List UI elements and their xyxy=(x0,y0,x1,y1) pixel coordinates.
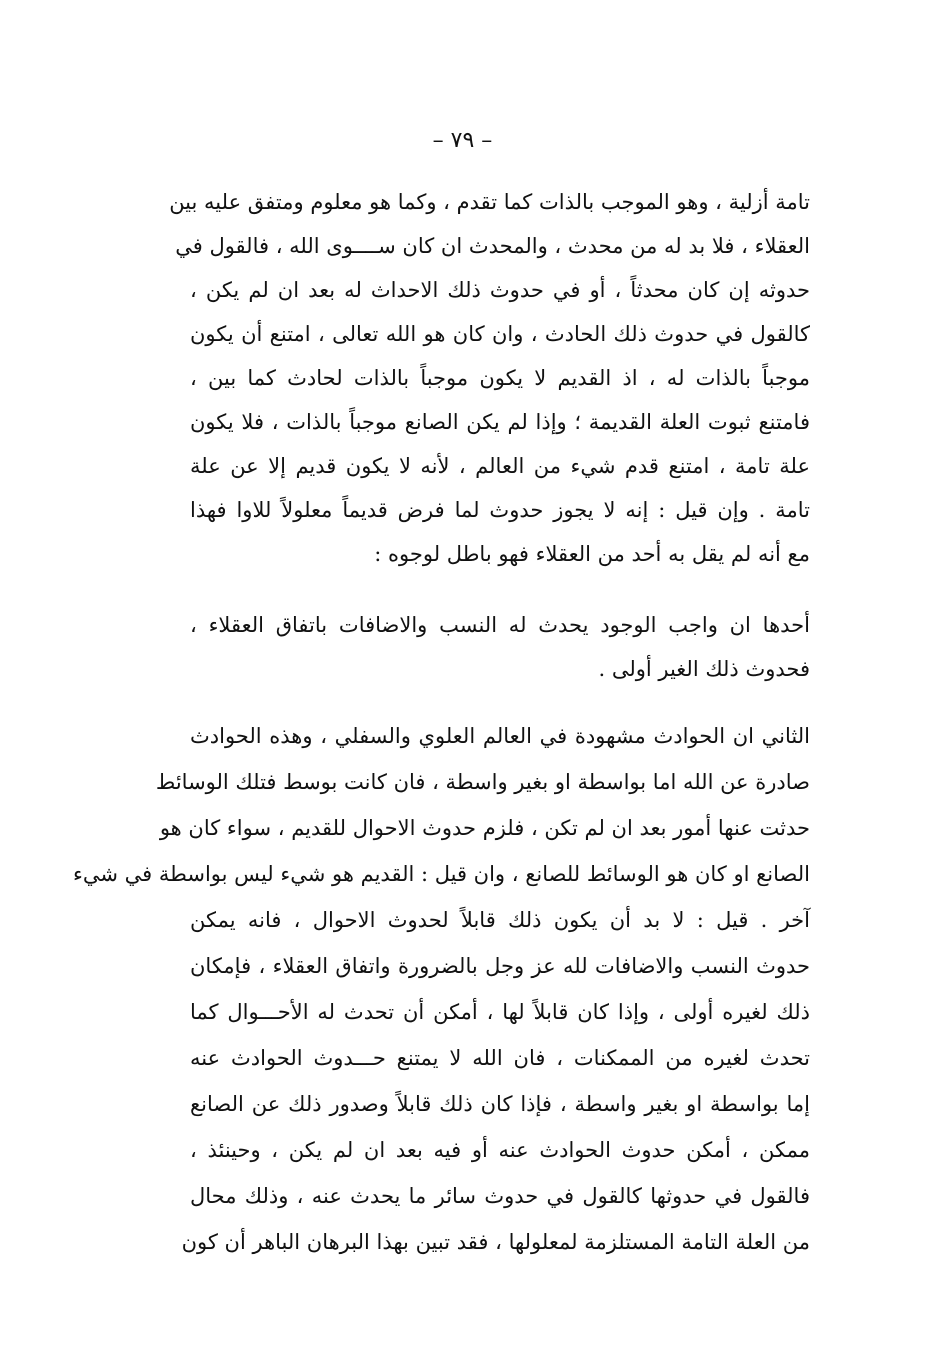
text-line: فالقول في حدوثها كالقول في حدوث سائر ما يحدث عنه ، وذلك محال xyxy=(190,1184,810,1208)
text-line: إما بواسطة او بغير واسطة ، فإذا كان ذلك قابلاً وصدور ذلك عن الصانع xyxy=(190,1092,810,1116)
text-line: علة تامة ، امتنع قدم شيء من العالم ، لأنه لا يكون قديم إلا عن علة xyxy=(190,454,810,478)
text-line: تحدث لغيره من الممكنات ، فان الله لا يمتنع حـــدوث الحوادث عنه xyxy=(190,1046,810,1070)
text-line: فامتنع ثبوت العلة القديمة ؛ وإذا لم يكن الصانع موجباً بالذات ، فلا يكون xyxy=(190,410,810,434)
text-line: مع أنه لم يقل به أحد من العقلاء فهو باطل لوجوه : xyxy=(374,542,810,566)
text-line: ممكن ، أمكن حدوث الحوادث عنه أو فيه بعد ان لم يكن ، وحينئذ ، xyxy=(190,1138,810,1162)
text-line: تامة أزلية ، وهو الموجب بالذات كما تقدم ، وكما هو معلوم ومتفق عليه بين xyxy=(169,190,810,214)
text-line: أحدها ان واجب الوجود يحدث له النسب والاضافات باتفاق العقلاء ، xyxy=(190,613,810,637)
text-line: تامة . وإن قيل : إنه لا يجوز حدوث لما فرض قديماً معلولاً للاوا فهذا xyxy=(190,498,810,522)
page-number: – ٧٩ – xyxy=(432,128,493,153)
paragraph-2 xyxy=(190,603,810,691)
text-line: صادرة عن الله اما بواسطة او بغير واسطة ، فان كانت بوسط فتلك الوسائط xyxy=(155,770,810,794)
text-line: آخر . قيل : لا بد أن يكون ذلك قابلاً لحدوث الاحوال ، فانه يمكن xyxy=(190,908,810,932)
text-line: الثاني ان الحوادث مشهودة في العالم العلوي والسفلي ، وهذه الحوادث xyxy=(190,724,810,748)
text-line: فحدوث ذلك الغير أولى . xyxy=(598,657,810,681)
text-line: كالقول في حدوث ذلك الحادث ، وان كان هو الله تعالى ، امتنع أن يكون xyxy=(190,322,810,346)
text-line: موجباً بالذات له ، اذ القديم لا يكون موجباً بالذات لحادث كما بين ، xyxy=(190,366,810,390)
text-line: من العلة التامة المستلزمة لمعلولها ، فقد تبين بهذا البرهان الباهر أن كون xyxy=(181,1230,810,1254)
text-line: العقلاء ، فلا بد له من محدث ، والمحدث ان كان ســــوى الله ، فالقول في xyxy=(175,234,810,258)
text-line: حدوثه إن كان محدثاً ، أو في حدوث ذلك الاحداث له بعد ان لم يكن ، xyxy=(190,278,810,302)
text-line: الصانع او كان هو الوسائط للصانع ، وان قيل : القديم هو شيء ليس بواسطة في شيء xyxy=(73,862,810,886)
paragraph-3 xyxy=(73,713,810,1265)
text-line: ذلك لغيره أولى ، وإذا كان قابلاً لها ، أمكن أن تحدث له الأحـــوال كما xyxy=(190,1000,810,1024)
text-line: حدثت عنها أمور بعد ان لم تكن ، فلزم حدوث الاحوال للقديم ، سواء كان هو xyxy=(159,816,810,840)
paragraph-1 xyxy=(169,180,810,576)
text-line: حدوث النسب والاضافات لله عز وجل بالضرورة واتفاق العقلاء ، فإمكان xyxy=(190,954,810,978)
